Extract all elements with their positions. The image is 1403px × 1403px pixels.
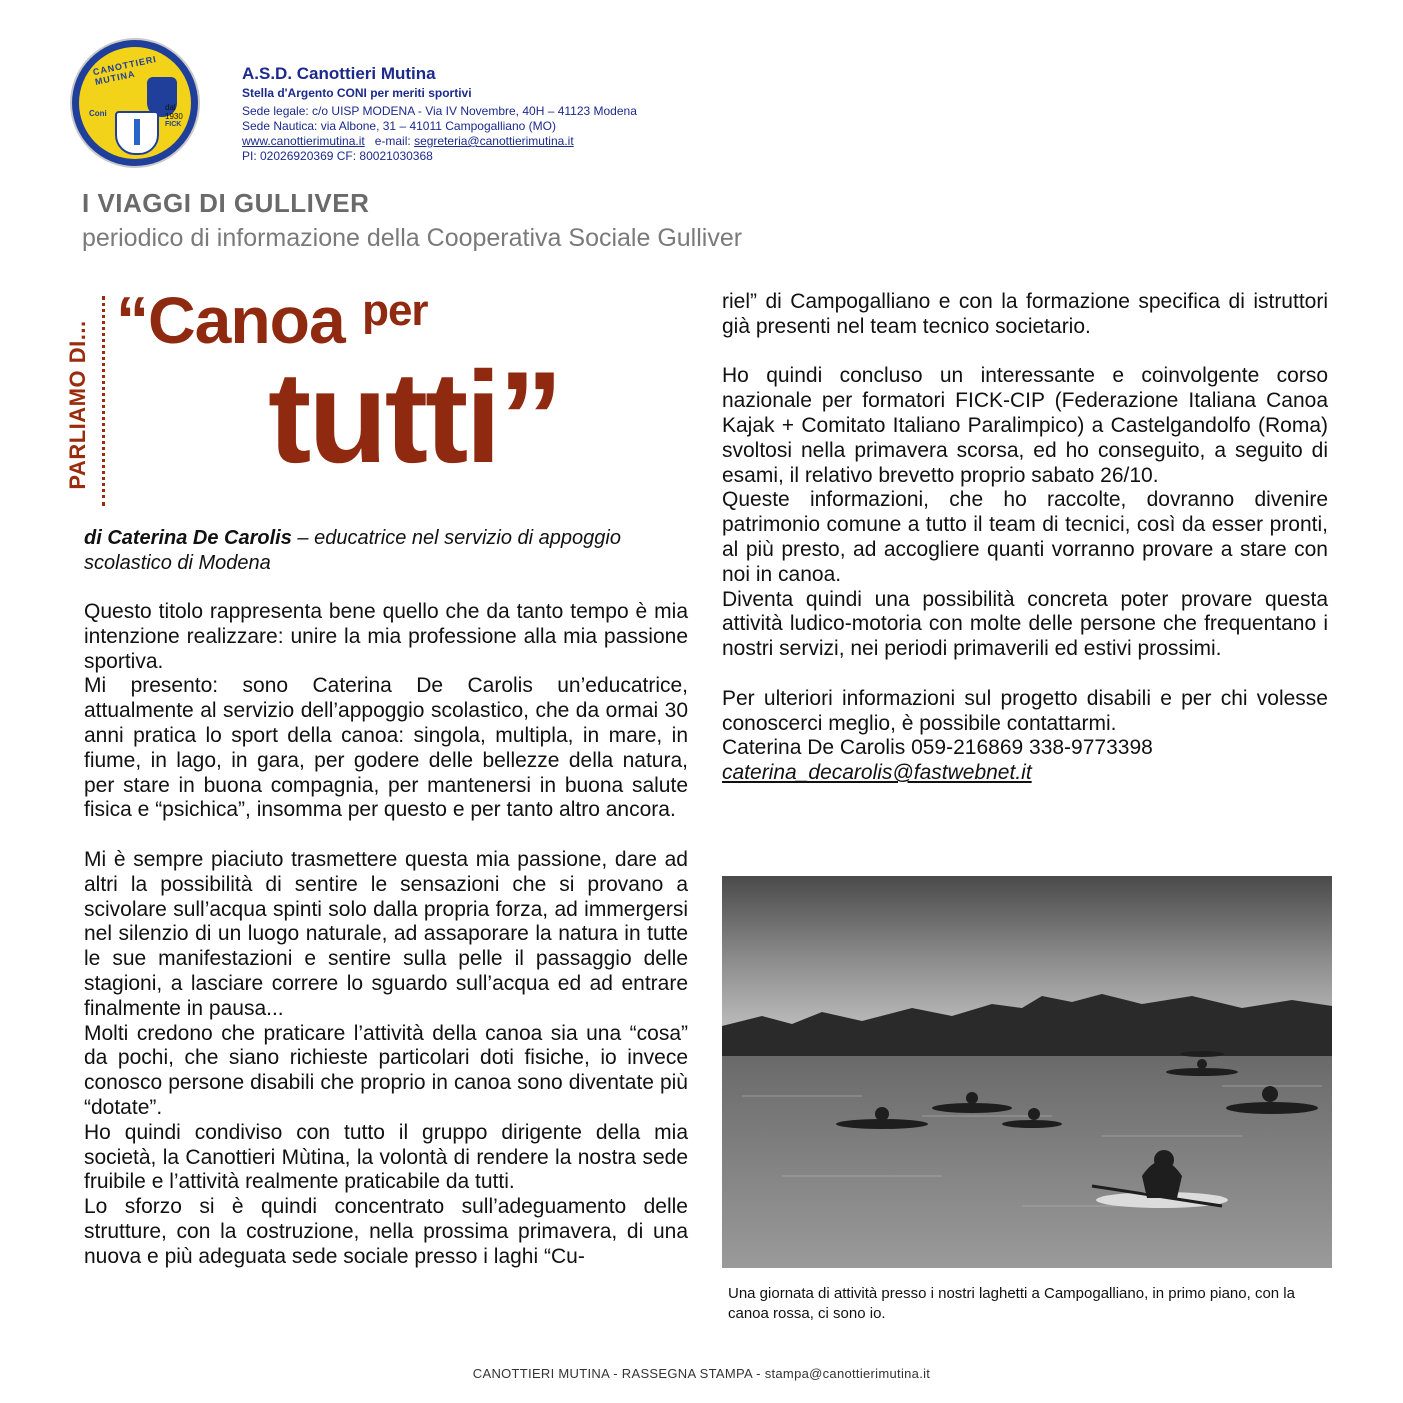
headline-part1: “Canoa [116, 283, 345, 357]
right-column [722, 290, 1328, 786]
headline-part2: per [362, 286, 428, 335]
email-link[interactable]: segreteria@canottierimutina.it [414, 134, 574, 148]
contact-name: Caterina De Carolis 059-216869 338-9773398 [722, 736, 1153, 760]
paragraph: Queste informazioni, che ho raccolte, dovranno divenire patrimonio comune a tutto il team di tecnici, così da esser pronti, al più presto, ad accogliere quanti vorranno provare a stare con noi in canoa. [722, 488, 1328, 586]
logo-fick: FICK [165, 121, 182, 128]
article-kicker [58, 300, 98, 510]
org-fiscal: PI: 02026920369 CF: 80021030368 [242, 149, 433, 163]
contact-email-link[interactable]: caterina_decarolis@fastwebnet.it [722, 761, 1032, 785]
paragraph: Mi è sempre piaciuto trasmettere questa mia passione, dare ad altri la possibilità di sentire le sensazioni che si provano a scivolare sull’acqua spinti solo dalla propria forza, ad immergersi nel silenzio di un luogo naturale, ad assaporare la natura in tutte le sue manifestazioni e sentire sulla pelle il passaggio delle stagioni, a lasciare correre lo sguardo sull’acqua ed ad entrare finalmente in pausa... [84, 847, 688, 1020]
paragraph: riel” di Campogalliano e con la formazione specifica di istruttori già presenti nel team tecnico societario. [722, 290, 1328, 338]
logo-coni: Coni [89, 109, 107, 118]
paragraph: Diventa quindi una possibilità concreta poter provare questa attività ludico-motoria con molte delle persone che frequentano i nostri servizi, nei periodi primaverili ed estivi prossimi. [722, 587, 1328, 661]
headline-line2: tutti” [268, 344, 561, 490]
byline [84, 526, 688, 576]
byline-role: – educatrice nel servizio di appoggio scolastico di Modena [84, 527, 621, 574]
paragraph: Ho quindi condiviso con tutto il gruppo dirigente della mia società, la Canottieri Mùtina, la volontà di rendere la nostra sede fruibile e l’attività realmente praticabile da tutti. [84, 1120, 688, 1194]
magazine-subtitle: periodico di informazione della Cooperativa Sociale Gulliver [82, 224, 743, 252]
paragraph: Mi presento: sono Caterina De Carolis un’educatrice, attualmente al servizio dell’appoggio scolastico, che da ormai 30 anni pratica lo sport della canoa: singola, multipla, in mare, in fiume, in lago, in gara, per godere delle bellezze della natura, per stare in buona compagnia, per mantenersi in buona salute fisica e “psichica”, insomma per questo e per tanto altro ancora. [84, 674, 688, 822]
logo-shield-icon [115, 111, 159, 155]
org-sede-nautica: Sede Nautica: via Albone, 31 – 41011 Campogalliano (MO) [242, 119, 556, 133]
article-photo [722, 876, 1332, 1268]
photo-caption: Una giornata di attività presso i nostri laghetti a Campogalliano, in primo piano, con la canoa rossa, ci sono io. [728, 1285, 1295, 1322]
org-sede-legale: Sede legale: c/o UISP MODENA - Via IV Novembre, 40H – 41123 Modena [242, 104, 637, 118]
logo-year: dal 1930 [165, 103, 183, 121]
org-contacts [242, 134, 574, 148]
kicker-text: PARLIAMO DI... [65, 320, 90, 490]
club-logo [72, 40, 198, 166]
email-label: e-mail: [364, 134, 415, 148]
logo-ring-text: CANOTTIERI MUTINA [91, 53, 158, 87]
paragraph: Ho quindi concluso un interessante e coinvolgente corso nazionale per formatori FICK-CIP (Federazione Italiana Canoa Kajak + Comitato Italiano Paralimpico) a Castelgandolfo (Roma) svoltosi nella primavera scorsa, ed ho conseguito, a seguito di esami, il relativo brevetto proprio sabato 26/10. [722, 364, 1328, 487]
contact-paragraph: Per ulteriori informazioni sul progetto disabili e per chi volesse conoscerci meglio, è possibile contattarmi. [722, 686, 1328, 735]
page-footer: CANOTTIERI MUTINA - RASSEGNA STAMPA - stampa@canottierimutina.it [472, 1366, 931, 1381]
website-link[interactable]: www.canottierimutina.it [242, 134, 365, 148]
paragraph: Lo sforzo si è quindi concentrato sull’adeguamento delle strutture, con la costruzione, nella prossima primavera, di una nuova e più adeguata sede sociale presso i laghi “Cu- [84, 1195, 688, 1268]
paragraph: Molti credono che praticare l’attività della canoa sia una “cosa” da pochi, che siano richieste particolari doti fisiche, io invece conosco persone disabili che proprio in canoa sono diventate più “dotate”. [84, 1021, 688, 1119]
byline-author: di Caterina De Carolis [84, 527, 292, 549]
left-column [84, 600, 688, 1270]
org-subtitle: Stella d'Argento CONI per meriti sportivi [242, 86, 472, 100]
paragraph: Questo titolo rappresenta bene quello che da tanto tempo è mia intenzione realizzare: unire la mia professione alla mia passione sportiva. [84, 600, 688, 673]
kicker-divider [102, 296, 113, 506]
org-name: A.S.D. Canottieri Mutina [242, 64, 436, 83]
logo-emblem [79, 47, 191, 159]
magazine-title: I VIAGGI DI GULLIVER [82, 188, 370, 218]
